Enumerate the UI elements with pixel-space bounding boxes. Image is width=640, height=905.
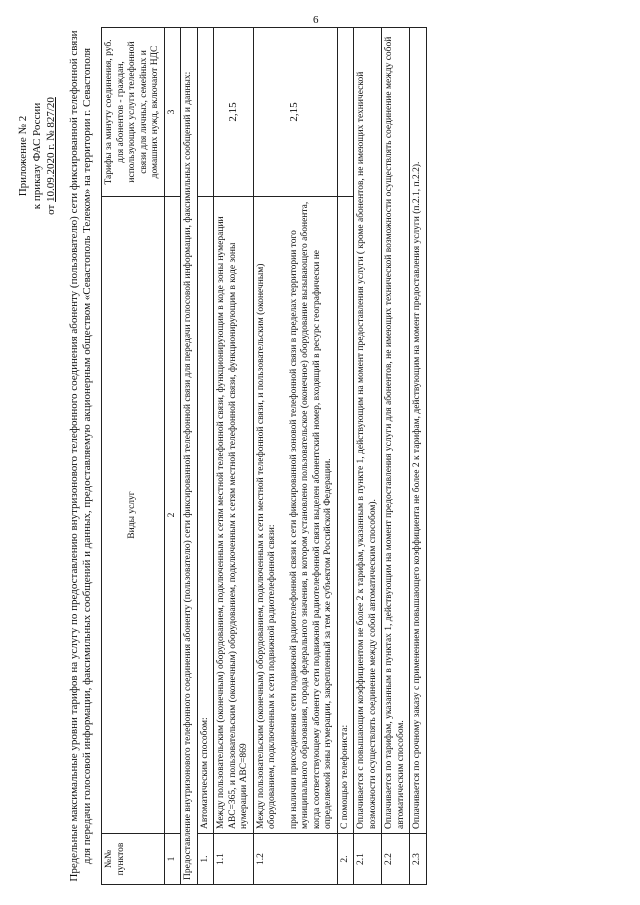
table-row: [337, 28, 354, 885]
annex-order-date-prefix: от: [45, 204, 57, 215]
table-row: [197, 28, 214, 885]
table-row: [214, 28, 254, 885]
tariff-table: [101, 27, 427, 885]
row-text: Между пользовательским (оконечным) оборудованием, подключенным к сети местной телефонной связи, и пользовательским (оконечным) оборудованием, подключенным к сети подвижной радиотелефонной связи:: [255, 263, 277, 829]
table-header-row: [102, 28, 165, 885]
header-col-services: Виды услуг: [102, 197, 165, 834]
header-col-tariff: Тарифы за минуту соединения, руб. для абонентов - граждан, использующих услуги телефонной связи для личных, семейных и домашних нужд, включают НДС: [102, 28, 165, 197]
annex-order-ref: к приказу ФАС России: [31, 102, 43, 210]
rotated-document-sheet: [10, 21, 630, 891]
row-number: 2.1: [354, 834, 382, 885]
annex-order-date: 10.09.2020 г. № 827/20: [45, 97, 57, 202]
section-row: [181, 28, 198, 885]
row-text: Оплачивается с повышающим коэффициентом не более 2 к тарифам, указанным в пункте 1, действующим на момент предоставления услуги ( кроме абонентов, не имеющих технической возможности осуществлять соединение между собой автоматическим способом).: [354, 28, 382, 834]
row-number: 1.2: [253, 834, 337, 885]
annex-header: [16, 31, 58, 281]
table-row: [410, 28, 427, 885]
row-value: 2,15: [253, 28, 337, 197]
row-number: 2.2: [382, 834, 410, 885]
section-heading: Предоставление внутризонового телефонного соединения абоненту (пользователю) сети фиксированной телефонной связи для передачи голосовой информации, факсимильных сообщений и данных:: [181, 28, 198, 885]
row-text-block: [253, 197, 337, 834]
header-col-number: №№ пунктов: [102, 834, 165, 885]
table-row: [253, 28, 337, 885]
row-number: 1.1: [214, 834, 254, 885]
document-title: Предельные максимальные уровни тарифов на услугу по предоставлению внутризонового телефонного соединения абоненту (пользователю) сети фиксированной телефонной связи для передачи голосовой информации, факсимильных сообщений и данных, предоставляемую акционерным обществом «Севастополь Телеком» на территории г. Севастополя: [68, 30, 93, 882]
column-number-1: 1: [164, 834, 181, 885]
row-text: Автоматическим способом:: [197, 197, 214, 834]
row-text: Оплачивается по срочному заказу с применением повышающего коэффициента не более 2 к тарифам, действующим на момент предоставления услуги (п.2.1, п.2.2).: [410, 28, 427, 834]
row-value: 2,15: [214, 28, 254, 197]
row-text: Между пользовательским (оконечным) оборудованием, подключенным к сетям местной телефонной связи, функционирующим в коде зоны нумерации АВС=365, и пользовательским (оконечным) оборудованием, подключенным к сетям местной телефонной связи, функционирующим в коде зоны нумерации АВС=869: [214, 197, 254, 834]
row-number: 2.3: [410, 834, 427, 885]
table-row: [354, 28, 382, 885]
annex-title: Приложение № 2: [17, 115, 29, 197]
table-row: [382, 28, 410, 885]
row-text: С помощью телефониста:: [337, 197, 354, 834]
annex-order-date-line: [44, 31, 58, 281]
row-text: Оплачивается по тарифам, указанным в пунктах 1, действующим на момент предоставления услуги для абонентов, не имеющих технической возможности осуществлять соединение между собой автоматическим способом.: [382, 28, 410, 834]
row-number: 1.: [197, 834, 214, 885]
page-number: 6: [313, 14, 319, 26]
row-number: 2.: [337, 834, 354, 885]
column-number-2: 2: [164, 197, 181, 834]
column-number-3: 3: [164, 28, 181, 197]
row-subtext: при наличии присоединения сети подвижной радиотелефонной связи к сети фиксированной зоновой телефонной связи в пределах территории того муниципального образования, города федерального значения, в котором установлено пользовательское (оконечное) оборудование вызывающего абонента, когда соответствующему абоненту сети подвижной радиотелефонной связи выделен абонентский номер, входящий в ресурс географически не определяемой зоны нумерации, закрепленный за тем же субъектом Российской Федерации.: [288, 201, 333, 829]
row-value: [197, 28, 214, 197]
row-value: [337, 28, 354, 197]
column-number-row: [164, 28, 181, 885]
